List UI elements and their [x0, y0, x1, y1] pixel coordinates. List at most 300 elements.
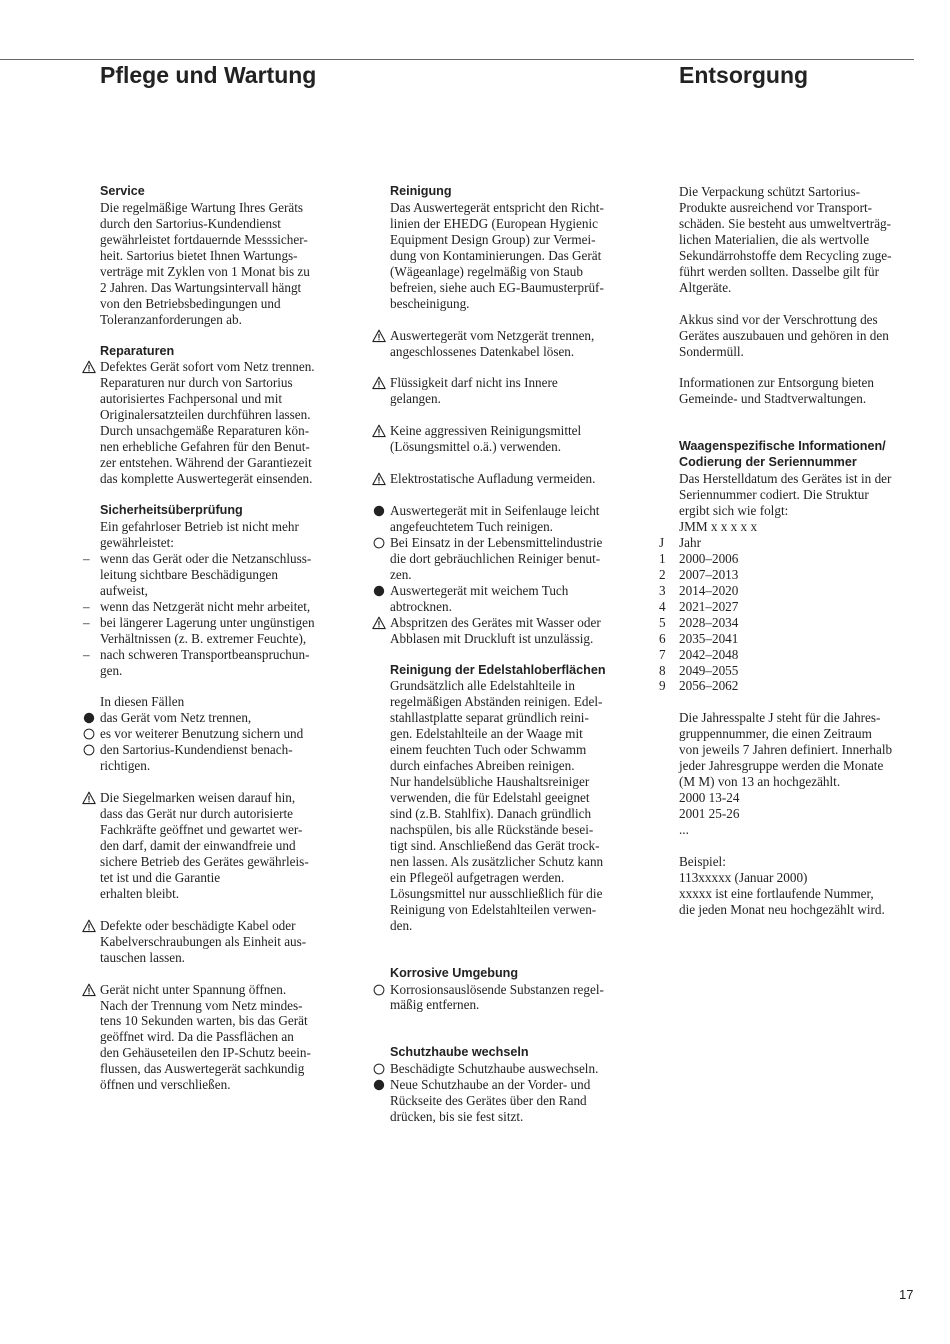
- line-text: nen erhebliche Gefahren für den Benut-: [100, 439, 310, 455]
- text-line: [679, 344, 927, 360]
- line-text: das Gerät vom Netz trennen,: [100, 710, 252, 726]
- text-line: [100, 567, 350, 583]
- text-line: [100, 519, 350, 535]
- text-line: [100, 790, 350, 806]
- text-line: [100, 359, 350, 375]
- line-text: durch einfaches Abreiben reinigen.: [390, 758, 575, 774]
- line-text: zer entstehen. Während der Garantiezeit: [100, 455, 312, 471]
- open-circle-icon: [82, 727, 96, 741]
- line-text: die jeden Monat neu hochgezählt wird.: [679, 901, 885, 917]
- line-text: Grundsätzlich alle Edelstahlteile in: [390, 678, 575, 694]
- filled-circle-icon: [82, 711, 96, 725]
- text-line: [83, 550, 350, 567]
- text-line: [679, 232, 927, 248]
- line-text: In diesen Fällen: [100, 694, 185, 710]
- line-text: stahllastplatte separat gründlich reini-: [390, 710, 589, 726]
- text-line: [390, 423, 636, 439]
- text-line: [390, 296, 636, 312]
- line-text: Beispiel:: [679, 853, 726, 869]
- text-line: [100, 471, 350, 487]
- text-line: [390, 375, 636, 391]
- text-line: [100, 806, 350, 822]
- text-line: [390, 854, 636, 870]
- code-key: 6: [659, 630, 666, 646]
- line-text: tauschen lassen.: [100, 949, 185, 965]
- line-text: gewährleistet fortdauernde Messsicher-: [100, 231, 308, 247]
- text-line: [100, 631, 350, 647]
- text-block: [659, 439, 927, 694]
- text-block: [679, 184, 927, 296]
- dash-bullet: –: [83, 646, 90, 662]
- line-text: befreien, siehe auch EG-Baumusterprüf-: [390, 279, 604, 295]
- code-row: [659, 566, 927, 583]
- line-text: Schutzhaube wechseln: [390, 1045, 529, 1060]
- code-key: 3: [659, 582, 666, 598]
- text-block: [100, 184, 350, 328]
- line-text: Korrosionsauslösende Substanzen regel-: [390, 981, 604, 997]
- column-care-maintenance: [83, 184, 350, 1093]
- text-line: [100, 838, 350, 854]
- text-line: [390, 567, 636, 583]
- text-line: [390, 439, 636, 455]
- line-text: durch den Sartorius-Kundendienst: [100, 215, 281, 231]
- text-line: [83, 646, 350, 663]
- text-line: [100, 1029, 350, 1045]
- warning-triangle-icon: [372, 329, 386, 343]
- open-circle-icon: [82, 743, 96, 757]
- block-heading: [679, 455, 927, 471]
- code-key: J: [659, 534, 665, 550]
- paragraph-gap: [679, 694, 927, 710]
- text-line: [100, 934, 350, 950]
- text-line: [100, 375, 350, 391]
- line-text: Reinigung der Edelstahloberflächen: [390, 662, 606, 677]
- block-heading: [100, 184, 350, 200]
- line-text: Altgeräte.: [679, 279, 732, 295]
- line-text: 2000 13-24: [679, 790, 740, 806]
- text-line: [100, 312, 350, 328]
- line-text: Reparaturen: [100, 343, 175, 358]
- text-line: [390, 519, 636, 535]
- text-block: [390, 184, 636, 312]
- line-text: regelmäßigen Abständen reinigen. Edel-: [390, 694, 603, 710]
- line-text: ein Pflegeöl aufgetragen werden.: [390, 869, 565, 885]
- line-text: Auswertegerät vom Netzgerät trennen,: [390, 327, 595, 343]
- dash-bullet: –: [83, 598, 90, 614]
- line-text: Gemeinde- und Stadtverwaltungen.: [679, 391, 867, 407]
- code-key: 8: [659, 662, 666, 678]
- text-line: [100, 710, 350, 726]
- text-line: [679, 726, 927, 742]
- text-line: [100, 232, 350, 248]
- line-text: Das Herstelldatum des Gerätes ist in der: [679, 471, 892, 487]
- text-line: [100, 296, 350, 312]
- line-text: Ein gefahrloser Betrieb ist nicht mehr: [100, 518, 299, 534]
- text-line: [390, 742, 636, 758]
- line-text: 2014–2020: [679, 582, 739, 598]
- text-block: [679, 375, 927, 407]
- block-heading: [390, 966, 636, 982]
- page-number: 17: [899, 1287, 914, 1302]
- line-text: Originalersatzteilen durchführen lassen.: [100, 407, 311, 423]
- text-line: [100, 982, 350, 998]
- line-text: Produkte ausreichend vor Transport-: [679, 199, 873, 215]
- line-text: dung von Kontaminierungen. Das Gerät: [390, 247, 602, 263]
- paragraph-gap: [390, 455, 636, 471]
- line-text: (Wägeanlage) regelmäßig von Staub: [390, 263, 583, 279]
- text-line: [390, 344, 636, 360]
- text-block: [390, 663, 636, 934]
- line-text: Verhältnissen (z. B. extremer Feuchte),: [100, 630, 307, 646]
- paragraph-gap: [679, 359, 927, 375]
- line-text: erhalten bleibt.: [100, 885, 180, 901]
- text-line: [679, 200, 927, 216]
- text-line: [390, 726, 636, 742]
- line-text: abtrocknen.: [390, 598, 452, 614]
- paragraph-gap: [390, 312, 636, 328]
- text-line: [390, 902, 636, 918]
- line-text: angefeuchtetem Tuch reinigen.: [390, 518, 553, 534]
- line-text: autorisiertes Fachpersonal und mit: [100, 391, 283, 407]
- line-text: 2028–2034: [679, 614, 739, 630]
- line-text: xxxxx ist eine fortlaufende Nummer,: [679, 885, 874, 901]
- text-line: [679, 264, 927, 280]
- text-line: [390, 615, 636, 631]
- line-text: Rückseite des Gerätes über den Rand: [390, 1093, 587, 1109]
- line-text: bei längerer Lagerung unter ungünstigen: [100, 614, 315, 630]
- line-text: Auswertegerät mit in Seifenlauge leicht: [390, 502, 600, 518]
- text-line: [390, 694, 636, 710]
- line-text: Bei Einsatz in der Lebensmittelindustrie: [390, 534, 603, 550]
- code-row: [659, 662, 927, 679]
- text-block: [390, 471, 636, 487]
- paragraph-gap: [679, 423, 927, 439]
- paragraph-gap: [390, 950, 636, 966]
- text-block: [679, 854, 927, 918]
- line-text: von jeweils 7 Jahren definiert. Innerhalb: [679, 742, 893, 758]
- line-text: drücken, bis sie fest sitzt.: [390, 1109, 524, 1125]
- code-key: 1: [659, 550, 666, 566]
- line-text: (Lösungsmittel o.ä.) verwenden.: [390, 439, 562, 455]
- line-text: Kabelverschraubungen als Einheit aus-: [100, 933, 307, 949]
- line-text: Waagenspezifische Informationen/: [679, 439, 886, 454]
- code-row: [659, 582, 927, 599]
- text-block: [679, 710, 927, 838]
- text-line: [390, 583, 636, 599]
- paragraph-gap: [390, 1013, 636, 1029]
- line-text: sichere Betrieb des Gerätes gewährleis-: [100, 853, 309, 869]
- line-text: 2001 25-26: [679, 806, 740, 822]
- line-text: verwenden, die für Edelstahl geeignet: [390, 790, 590, 806]
- text-line: [100, 742, 350, 758]
- text-line: [679, 854, 927, 870]
- line-text: Jahr: [679, 534, 701, 550]
- line-text: den.: [390, 917, 413, 933]
- line-text: Flüssigkeit darf nicht ins Innere: [390, 375, 558, 391]
- warning-triangle-icon: [82, 791, 96, 805]
- text-line: [390, 280, 636, 296]
- line-text: Sicherheitsüberprüfung: [100, 503, 243, 518]
- text-line: [390, 216, 636, 232]
- text-line: [100, 998, 350, 1014]
- line-text: richtigen.: [100, 758, 151, 774]
- line-text: den darf, damit der einwandfreie und: [100, 838, 296, 854]
- text-line: [100, 663, 350, 679]
- text-line: [390, 1061, 636, 1077]
- text-line: [390, 328, 636, 344]
- open-circle-icon: [372, 1062, 386, 1076]
- paragraph-gap: [679, 407, 927, 423]
- text-line: [679, 870, 927, 886]
- paragraph-gap: [679, 296, 927, 312]
- line-text: Neue Schutzhaube an der Vorder- und: [390, 1077, 591, 1093]
- column-cleaning: [390, 184, 636, 1125]
- line-text: das komplette Auswertegerät einsenden.: [100, 471, 313, 487]
- text-line: [679, 312, 927, 328]
- line-text: Korrosive Umgebung: [390, 965, 519, 980]
- line-text: Seriennummer codiert. Die Struktur: [679, 487, 869, 503]
- section-title-disposal: Entsorgung: [679, 62, 809, 88]
- text-line: [83, 614, 350, 631]
- line-text: Fachkräfte geöffnet und gewartet wer-: [100, 822, 303, 838]
- block-heading: [100, 344, 350, 360]
- line-text: 2021–2027: [679, 598, 739, 614]
- text-block: [390, 1045, 636, 1125]
- warning-triangle-icon: [372, 376, 386, 390]
- text-line: [679, 519, 927, 535]
- line-text: Die Jahresspalte J steht für die Jahres-: [679, 710, 881, 726]
- line-text: gen.: [100, 662, 123, 678]
- text-line: [390, 982, 636, 998]
- text-line: [100, 1061, 350, 1077]
- line-text: tigt sind. Anschließend das Gerät trock-: [390, 837, 600, 853]
- text-line: [100, 886, 350, 902]
- line-text: 2049–2055: [679, 662, 739, 678]
- filled-circle-icon: [372, 584, 386, 598]
- line-text: gen. Edelstahlteile an der Waage mit: [390, 726, 583, 742]
- line-text: geöffnet wird. Da die Passflächen an: [100, 1029, 294, 1045]
- line-text: mäßig entfernen.: [390, 997, 480, 1013]
- line-text: Nur handelsübliche Haushaltsreiniger: [390, 774, 590, 790]
- text-block: [679, 312, 927, 360]
- code-row: [659, 534, 927, 551]
- line-text: Defektes Gerät sofort vom Netz trennen.: [100, 359, 315, 375]
- paragraph-gap: [390, 359, 636, 375]
- text-line: [100, 391, 350, 407]
- line-text: führt werden sollten. Dasselbe gilt für: [679, 263, 879, 279]
- line-text: 2035–2041: [679, 630, 739, 646]
- line-text: Abspritzen des Gerätes mit Wasser oder: [390, 614, 601, 630]
- line-text: Das Auswertegerät entspricht den Richt-: [390, 199, 604, 215]
- line-text: Keine aggressiven Reinigungsmittel: [390, 423, 582, 439]
- line-text: Reparaturen nur durch von Sartorius: [100, 375, 293, 391]
- paragraph-gap: [100, 774, 350, 790]
- paragraph-gap: [679, 838, 927, 854]
- line-text: nach schweren Transportbeanspruchun-: [100, 646, 310, 662]
- line-text: Gerätes auszubauen und gehören in den: [679, 327, 889, 343]
- line-text: gewährleistet:: [100, 534, 174, 550]
- text-line: [390, 678, 636, 694]
- text-line: [100, 694, 350, 710]
- text-line: [83, 598, 350, 615]
- line-text: Die Siegelmarken weisen darauf hin,: [100, 790, 296, 806]
- line-text: 2 Jahren. Das Wartungsintervall hängt: [100, 279, 302, 295]
- line-text: den Sartorius-Kundendienst benach-: [100, 742, 293, 758]
- text-line: [390, 391, 636, 407]
- text-block: [100, 790, 350, 902]
- text-line: [679, 391, 927, 407]
- text-line: [390, 838, 636, 854]
- line-text: jeder Jahresgruppe werden die Monate: [679, 758, 884, 774]
- code-row: [659, 646, 927, 663]
- text-line: [390, 710, 636, 726]
- line-text: verträge mit Zyklen von 1 Monat bis zu: [100, 263, 310, 279]
- dash-bullet: –: [83, 550, 90, 566]
- line-text: wenn das Gerät oder die Netzanschluss-: [100, 550, 312, 566]
- warning-triangle-icon: [372, 472, 386, 486]
- line-text: leitung sichtbare Beschädigungen: [100, 566, 278, 582]
- text-line: [679, 328, 927, 344]
- paragraph-gap: [390, 934, 636, 950]
- text-line: [390, 1109, 636, 1125]
- line-text: nachspülen, bis alle Rückstände besei-: [390, 822, 594, 838]
- text-line: [100, 870, 350, 886]
- text-line: [100, 439, 350, 455]
- warning-triangle-icon: [82, 919, 96, 933]
- block-heading: [390, 663, 636, 679]
- line-text: JMM x x x x x: [679, 518, 758, 534]
- line-text: tet ist und die Garantie: [100, 869, 221, 885]
- line-text: gelangen.: [390, 391, 441, 407]
- line-text: Reinigung: [390, 184, 452, 198]
- line-text: öffnen und verschließen.: [100, 1077, 231, 1093]
- text-line: [390, 774, 636, 790]
- line-text: Informationen zur Entsorgung bieten: [679, 375, 874, 391]
- text-block: [390, 423, 636, 455]
- text-line: [100, 216, 350, 232]
- text-block: [83, 503, 350, 678]
- line-text: einem feuchten Tuch oder Schwamm: [390, 742, 587, 758]
- paragraph-gap: [390, 407, 636, 423]
- text-line: [390, 551, 636, 567]
- open-circle-icon: [372, 536, 386, 550]
- paragraph-gap: [100, 487, 350, 503]
- line-text: Defekte oder beschädigte Kabel oder: [100, 917, 296, 933]
- text-block: [390, 503, 636, 647]
- text-line: [390, 822, 636, 838]
- code-row: [659, 550, 927, 567]
- paragraph-gap: [100, 328, 350, 344]
- text-line: [390, 599, 636, 615]
- line-text: ...: [679, 822, 689, 838]
- text-line: [390, 248, 636, 264]
- text-line: [100, 1045, 350, 1061]
- text-line: [679, 790, 927, 806]
- line-text: Equipment Design Group) zur Vermei-: [390, 231, 596, 247]
- text-line: [100, 200, 350, 216]
- text-line: [100, 758, 350, 774]
- line-text: 113xxxxx (Januar 2000): [679, 869, 808, 885]
- line-text: linien der EHEDG (European Hygienic: [390, 215, 598, 231]
- text-line: [100, 726, 350, 742]
- line-text: von den Betriebsbedingungen und: [100, 295, 281, 311]
- text-line: [100, 1013, 350, 1029]
- code-key: 9: [659, 678, 666, 694]
- text-line: [679, 758, 927, 774]
- text-line: [390, 535, 636, 551]
- line-text: Durch unsachgemäße Reparaturen kön-: [100, 423, 310, 439]
- text-line: [679, 375, 927, 391]
- line-text: zen.: [390, 566, 412, 582]
- filled-circle-icon: [372, 1078, 386, 1092]
- line-text: Auswertegerät mit weichem Tuch: [390, 582, 569, 598]
- text-line: [100, 1077, 350, 1093]
- text-line: [390, 232, 636, 248]
- line-text: heit. Sartorius bietet Ihnen Wartungs-: [100, 247, 298, 263]
- line-text: lichen Materialien, die als wertvolle: [679, 231, 870, 247]
- text-line: [390, 1093, 636, 1109]
- text-line: [390, 1077, 636, 1093]
- section-title-care: Pflege und Wartung: [100, 62, 317, 88]
- paragraph-gap: [390, 1029, 636, 1045]
- line-text: die dort gebräuchlichen Reiniger benut-: [390, 550, 601, 566]
- paragraph-gap: [390, 647, 636, 663]
- text-line: [679, 886, 927, 902]
- text-line: [390, 886, 636, 902]
- line-text: Die Verpackung schützt Sartorius-: [679, 184, 861, 199]
- text-line: [390, 806, 636, 822]
- line-text: 2042–2048: [679, 646, 739, 662]
- text-line: [100, 455, 350, 471]
- text-line: [100, 407, 350, 423]
- line-text: 2000–2006: [679, 550, 739, 566]
- line-text: Abblasen mit Druckluft ist unzulässig.: [390, 630, 594, 646]
- text-line: [390, 790, 636, 806]
- text-line: [679, 248, 927, 264]
- text-line: [679, 487, 927, 503]
- line-text: es vor weiterer Benutzung sichern und: [100, 726, 304, 742]
- line-text: Codierung der Seriennummer: [679, 455, 857, 470]
- text-line: [679, 902, 927, 918]
- text-block: [390, 375, 636, 407]
- text-block: [390, 328, 636, 360]
- text-line: [679, 742, 927, 758]
- warning-triangle-icon: [82, 983, 96, 997]
- code-key: 7: [659, 646, 666, 662]
- line-text: tens 10 Sekunden warten, bis das Gerät: [100, 1013, 308, 1029]
- block-heading: [100, 503, 350, 519]
- line-text: Nach der Trennung vom Netz mindes-: [100, 997, 303, 1013]
- line-text: Sondermüll.: [679, 343, 744, 359]
- line-text: Gerät nicht unter Spannung öffnen.: [100, 981, 287, 997]
- warning-triangle-icon: [372, 616, 386, 630]
- line-text: Toleranzanforderungen ab.: [100, 311, 242, 327]
- line-text: schäden. Sie besteht aus umweltverträg-: [679, 215, 892, 231]
- line-text: Lösungsmittel nur ausschließlich für die: [390, 885, 603, 901]
- line-text: Elektrostatische Aufladung vermeiden.: [390, 471, 596, 487]
- text-line: [390, 631, 636, 647]
- line-text: wenn das Netzgerät nicht mehr arbeitet,: [100, 598, 311, 614]
- text-line: [679, 710, 927, 726]
- text-block: [390, 966, 636, 1014]
- line-text: angeschlossenes Datenkabel lösen.: [390, 343, 575, 359]
- paragraph-gap: [390, 487, 636, 503]
- text-line: [100, 854, 350, 870]
- text-line: [679, 806, 927, 822]
- text-line: [390, 264, 636, 280]
- code-row: [659, 678, 927, 694]
- line-text: Sekundärrohstoffe dem Recycling zuge-: [679, 247, 892, 263]
